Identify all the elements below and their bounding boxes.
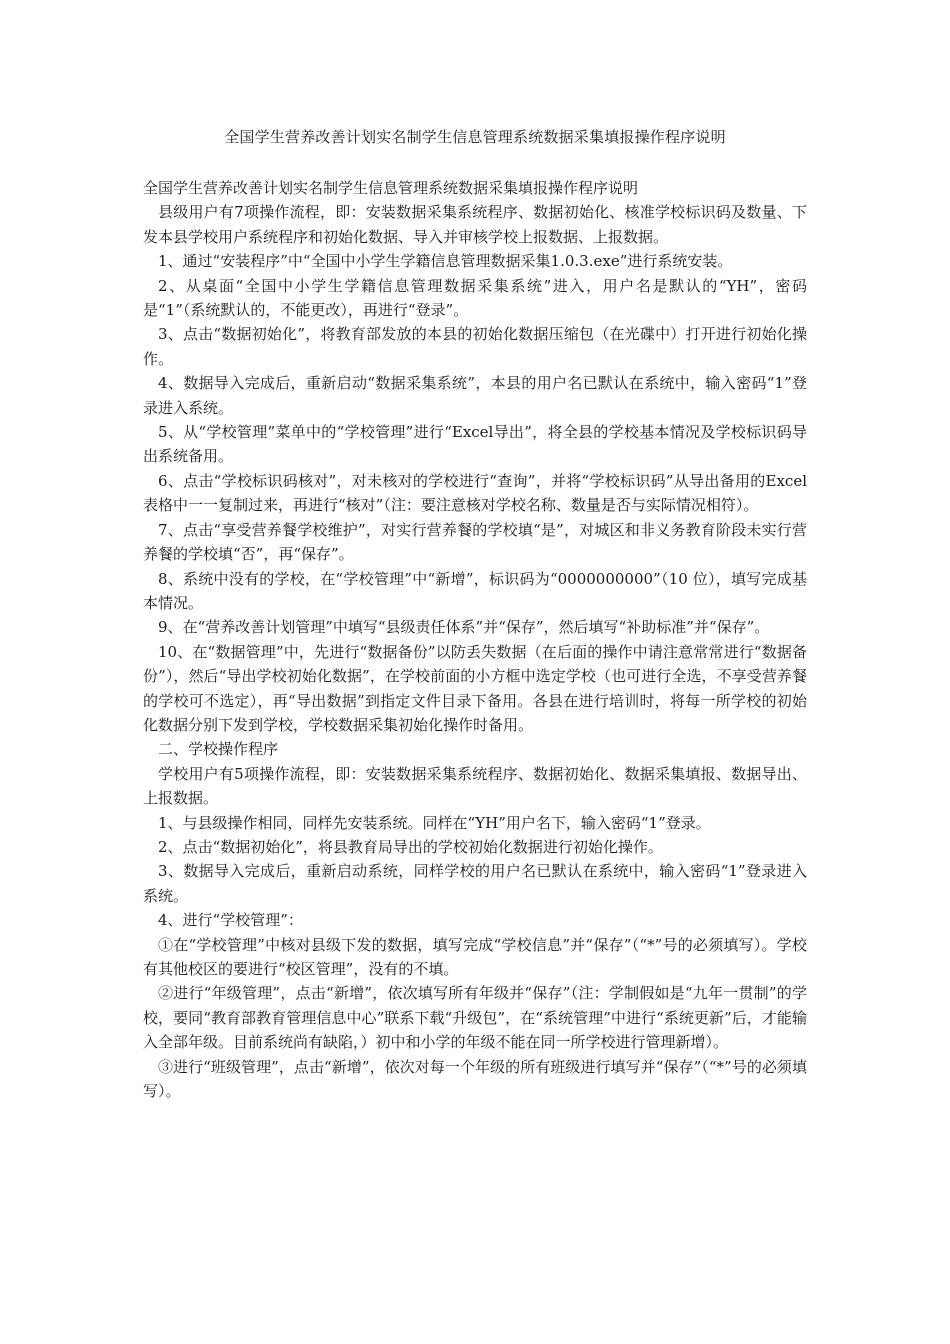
paragraph-county-step-2: 2、从桌面“全国中小学生学籍信息管理数据采集系统”进入，用户名是默认的“YH”，密码是“1”（系统默认的，不能更改），再进行“登录”。 xyxy=(143,276,807,320)
paragraph-county-step-1: 1、通过“安装程序”中“全国中小学生学籍信息管理数据采集1.0.3.exe”进行系统安装。 xyxy=(158,252,733,271)
paragraph-county-step-9: 9、在“营养改善计划管理”中填写“县级责任体系”并“保存”，然后填写“补助标准”并“保存”。 xyxy=(158,618,770,637)
paragraph-county-step-5: 5、从“学校管理”菜单中的“学校管理”进行“Excel导出”，将全县的学校基本情况及学校标识码导出系统备用。 xyxy=(143,423,807,466)
paragraph-county-step-3: 3、点击“数据初始化”，将教育部发放的本县的初始化数据压缩包（在光碟中）打开进行初始化操作。 xyxy=(143,325,807,368)
paragraph-county-step-7: 7、点击“享受营养餐学校维护”，对实行营养餐的学校填“是”，对城区和非义务教育阶段未实行营养餐的学校填“否”，再“保存”。 xyxy=(143,520,807,564)
paragraph-county-step-4: 4、数据导入完成后，重新启动“数据采集系统”，本县的用户名已默认在系统中，输入密码“1”登录进入系统。 xyxy=(143,374,807,417)
paragraph-school-substep-3: ③进行“班级管理”，点击“新增”，依次对每一个年级的所有班级进行填写并“保存”（“*”号的必须填写）。 xyxy=(143,1057,807,1101)
paragraph-school-substep-1: ①在“学校管理”中核对县级下发的数据，填写完成“学校信息”并“保存”（“*”号的必须填写）。学校有其他校区的要进行“校区管理”，没有的不填。 xyxy=(143,935,807,978)
paragraph-county-intro: 县级用户有7项操作流程，即：安装数据采集系统程序、数据初始化、核准学校标识码及数量、下发本县学校用户系统程序和初始化数据、导入并审核学校上报数据、上报数据。 xyxy=(143,203,807,246)
paragraph-county-step-8: 8、系统中没有的学校，在“学校管理”中“新增”，标识码为“0000000000”（10 位），填写完成基本情况。 xyxy=(143,569,807,612)
paragraph-school-step-1: 1、与县级操作相同，同样先安装系统。同样在“YH”用户名下，输入密码“1”登录。 xyxy=(158,813,711,832)
paragraph-county-step-10: 10、在“数据管理”中，先进行“数据备份”以防丢失数据（在后面的操作中请注意常常进行“数据备份”），然后“导出学校初始化数据”，在学校前面的小方框中选定学校（也可进行全选，不享受营养餐的学校可不选定），再“导出数据”到指定文件目录下备用。各县在进行培训时，将每一所学校的初始化数据分别下发到学校，学校数据采集初始化操作时备用。 xyxy=(143,642,807,734)
document-body xyxy=(143,176,807,1103)
document-title: 全国学生营养改善计划实名制学生信息管理系统数据采集填报操作程序说明 xyxy=(224,128,726,146)
section-heading-school: 二、学校操作程序 xyxy=(158,740,279,759)
paragraph-heading: 全国学生营养改善计划实名制学生信息管理系统数据采集填报操作程序说明 xyxy=(143,179,639,197)
paragraph-school-intro: 学校用户有5项操作流程，即：安装数据采集系统程序、数据初始化、数据采集填报、数据导出、上报数据。 xyxy=(143,764,807,808)
paragraph-school-step-2: 2、点击“数据初始化”，将县教育局导出的学校初始化数据进行初始化操作。 xyxy=(158,837,663,856)
paragraph-school-step-3: 3、数据导入完成后，重新启动系统，同样学校的用户名已默认在系统中，输入密码“1”登录进入系统。 xyxy=(143,862,807,905)
paragraph-county-step-6: 6、点击“学校标识码核对”，对未核对的学校进行“查询”，并将“学校标识码”从导出备用的Excel表格中一一复制过来，再进行“核对”（注：要注意核对学校名称、数量是否与实际情况相符）。 xyxy=(143,471,807,515)
paragraph-school-substep-2: ②进行“年级管理”，点击“新增”，依次填写所有年级并“保存”（注：学制假如是“九年一贯制”的学校，要同“教育部教育管理信息中心”联系下载“升级包”，在“系统管理”中进行“系统更新”后，才能输入全部年级。目前系统尚有缺陷，）初中和小学的年级不能在同一所学校进行管理新增）。 xyxy=(143,984,807,1052)
paragraph-school-step-4: 4、进行“学校管理”： xyxy=(158,911,303,930)
